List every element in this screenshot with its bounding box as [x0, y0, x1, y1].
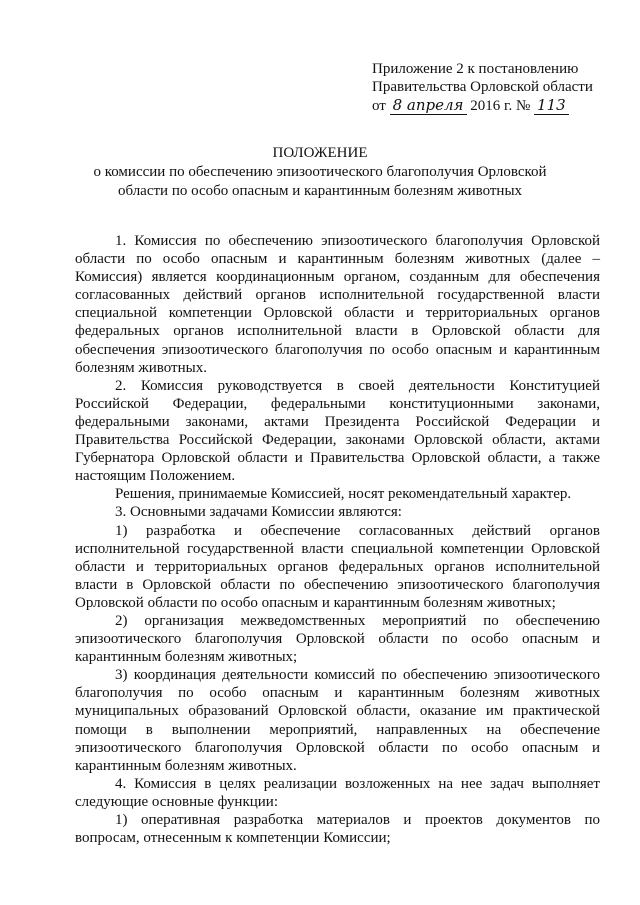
appendix-date-line — [372, 96, 612, 115]
document-title — [60, 144, 580, 201]
title-line-2: области по особо опасным и карантинным болезням животных — [117, 183, 523, 199]
paragraph-6: 2) организация межведомственных мероприятий по обеспечению эпизоотического благополучия Орловской области по особо опасным и карантинным болезням животных; — [75, 612, 600, 666]
appendix-header — [372, 60, 612, 115]
paragraph-7: 3) координация деятельности комиссий по обеспечению эпизоотического благополучия по особо опасным и карантинным болезням животных муниципальных образований Орловской области, оказание им практической помощи в выполнении мероприятий, направленных на обеспечение эпизоотического благополучия Орловской области по особо опасным и карантинным болезням животных. — [75, 667, 600, 774]
appendix-line-2: Правительства Орловской области — [372, 79, 593, 95]
title-heading: ПОЛОЖЕНИЕ — [272, 145, 368, 161]
paragraph-2: 2. Комиссия руководствуется в своей деятельности Конституцией Российской Федерации, федеральными конституционными законами, федеральными законами, актами Президента Российской Федерации и Правительства Российской Федерации, законами Орловской области, актами Губернатора Орловской области и Правительства Орловской области, а также настоящим Положением. — [75, 377, 600, 485]
paragraph-9: 1) оперативная разработка материалов и проектов документов по вопросам, отнесенным к компетенции Комиссии; — [75, 812, 600, 847]
title-line-1: о комиссии по обеспечению эпизоотического благополучия Орловской — [93, 164, 547, 180]
paragraph-3: Решения, принимаемые Комиссией, носят рекомендательный характер. — [115, 486, 572, 503]
date-year: 2016 г. № — [470, 98, 531, 114]
paragraph-4: 3. Основными задачами Комиссии являются: — [115, 504, 402, 521]
document-body — [75, 232, 600, 847]
paragraph-5: 1) разработка и обеспечение согласованных действий органов исполнительной государственной власти специальной компетенции Орловской области и территориальных органов федеральных органов исполнительной власти в Орловской области по обеспечению эпизоотического благополучия Орловской области по особо опасным и карантинным болезням животных; — [75, 522, 600, 611]
appendix-line-1: Приложение 2 к постановлению — [372, 61, 579, 77]
handwritten-number: 113 — [534, 96, 569, 115]
handwritten-date: 8 апреля — [390, 96, 467, 115]
paragraph-1: 1. Комиссия по обеспечению эпизоотического благополучия Орловской области по особо опасным и карантинным болезням животных (далее – Комиссия) является координационным органом, созданным для обеспечения согласованных действий органов исполнительной государственной власти специальной компетенции Орловской области и территориальных органов федеральных органов исполнительной власти в Орловской области для обеспечения эпизоотического благополучия по особо опасным и карантинным болезням животных. — [75, 233, 600, 376]
paragraph-8: 4. Комиссия в целях реализации возложенных на нее задач выполняет следующие основные функции: — [75, 775, 600, 810]
date-prefix: от — [372, 98, 386, 114]
